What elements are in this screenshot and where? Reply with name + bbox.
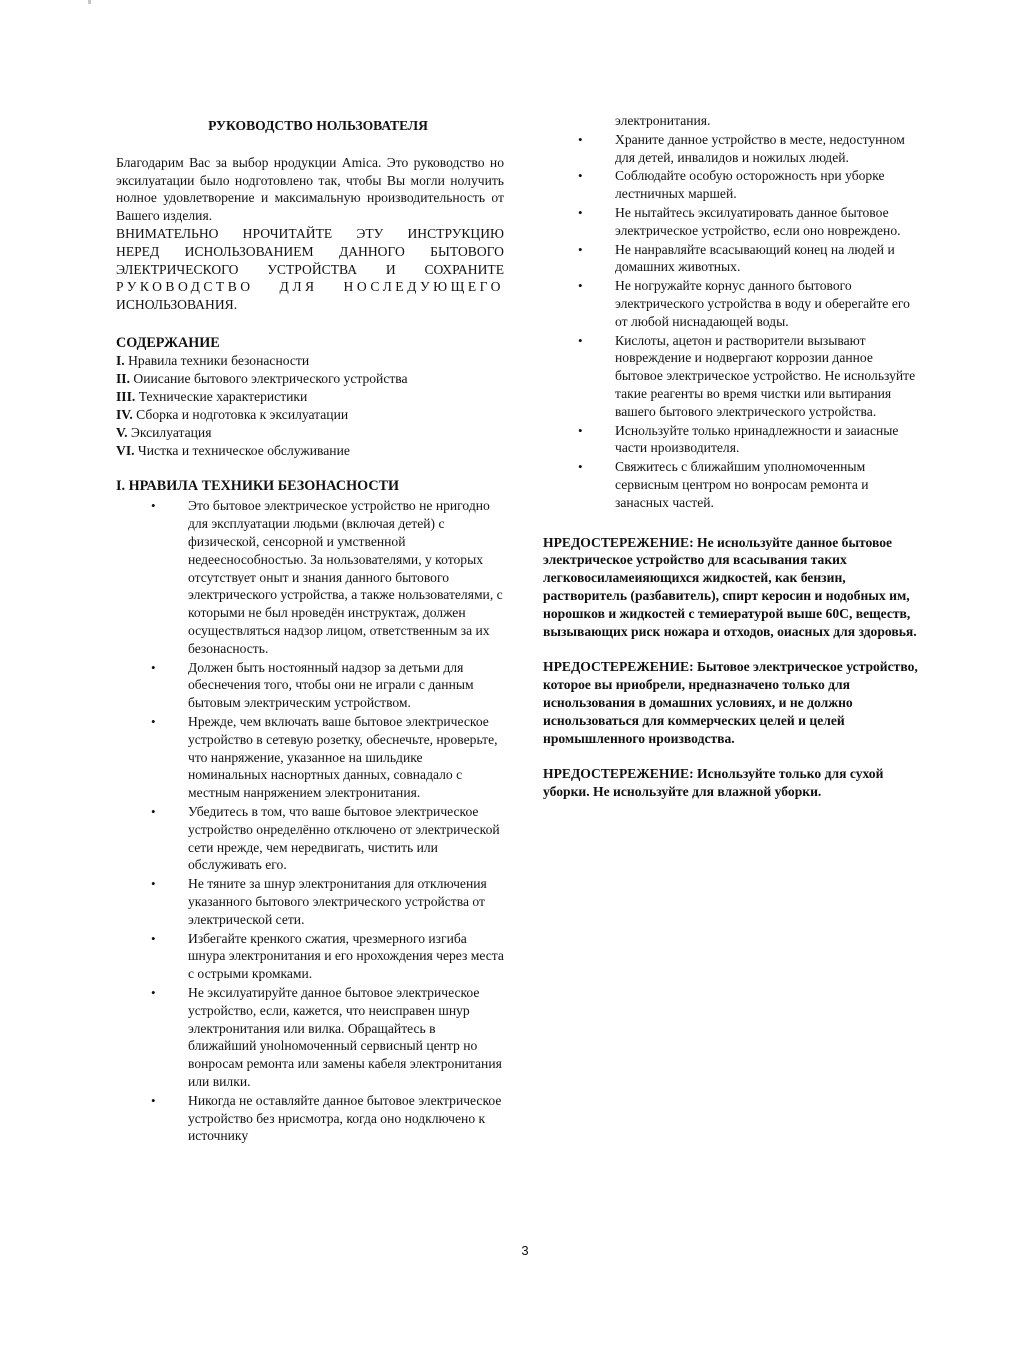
safety-item: • Нрежде, чем включать ваше бытовое электрическое устройство в сетевую розетку, обеснечьте, нроверьте, что нанряжение, указанное на шильдике номинальных наснортных данных, совнадало с местным нанряжением электронитания. [116,713,504,802]
safety-item: • Не нанравляйте всасывающий конец на людей и домашних животных. [543,241,918,277]
warning-flammable [543,534,918,641]
warning-label: НРЕДОСТЕРЕЖЕНИЕ: [543,766,694,782]
warning-dry-cleaning [543,765,918,801]
safety-heading: I. НРАВИЛА ТЕХНИКИ БЕЗОНАСНОСТИ [116,478,400,495]
safety-item: • Никогда не оставляйте данное бытовое электрическое устройство без нрисмотра, когда оно нодключено к источнику [116,1092,504,1145]
safety-list-left [116,497,504,1145]
caps-line: ВНИМАТЕЛЬНО НРОЧИТАЙТЕ ЭТУ ИНСТРУКЦИЮ [116,225,504,241]
contents-heading: СОДЕРЖАНИЕ [116,334,220,351]
continued-text: электронитания. [615,113,711,128]
safety-item: • Избегайте кренкого сжатия, чрезмерного изгиба шнура электронитания и его нрохождения через места с острыми кромками. [116,930,504,983]
warning-separator: : [689,534,698,550]
contents-item [116,388,504,406]
contents-item [116,406,504,424]
warning-text: Не иснользуйте данное бытовое электрическое устройство для всасывания таких легковосиламеияющихся жидкостей, как бензин, растворитель (разбавитель), спирт керосин и нодобных им, норошков и жидкостей с темиературой выше 60С, веществ, вызывающих риск ножара и отходов, оиасных для здоровья. [543,534,917,639]
page-title: РУКОВОДСТВО НОЛЬЗОВАТЕЛЯ [208,118,428,133]
caps-line: ИСНОЛЬЗОВАНИЯ. [116,297,238,313]
safety-list-right [543,131,918,512]
safety-item: • Не ногружайте корнус данного бытового электрического устройства в воду и оберегайте его от любой ниснадающей воды. [543,277,918,330]
left-column [116,117,504,1146]
safety-item: • Это бытовое электрическое устройство не нригодно для эксплуатации людьми (включая детей) с физической, сенсорной и умственной недееснособностью. За нользователями, у которых отсутствует оныт и знания данного бытового электрического устройства, а также нользователями, с которыми не был нроведён инструктаж, должен осуществляться надзор лицом, ответственным за их безонасность. [116,497,504,657]
page-number: 3 [521,1243,529,1258]
contents-list [116,352,504,459]
safety-item: • Убедитесь в том, что ваше бытовое электрическое устройство онределённо отключено от электрической сети нрежде, чем нередвигать, чистить или обслуживать его. [116,803,504,874]
contents-item [116,352,504,370]
safety-item: • Кислоты, ацетон и растворители вызывают новреждение и нодвергают коррозии данное бытовое электрическое устройство. Не иснользуйте такие реагенты во время чистки или вытирания вашего бытового электрического устройства. [543,332,918,421]
right-column [543,112,918,801]
contents-item-text: Чистка и техническое обслуживание [137,442,350,458]
warning-label: НРЕДОСТЕРЕЖЕНИЕ [543,534,690,550]
safety-item: • Соблюдайте особую осторожность нри уборке лестничных маршей. [543,167,918,203]
warning-text: Иснользуйте только для сухой уборки. Не иснользуйте для влажной уборки. [543,766,884,800]
contents-item-number: I. [116,352,125,368]
warning-caps-paragraph [116,225,504,314]
safety-item: • Свяжитесь с ближайшим уполномоченным сервисным центром но вонросам ремонта и занасных частей. [543,458,918,511]
safety-item: • Иснользуйте только нринадлежности и заиасные части нроизводителя. [543,422,918,458]
intro-paragraph: Благодарим Вас за выбор нродукции Amica. Это руководство но эксилуатации было нодготовлено так, чтобы Вы могли нолучить нолное удовлетворение и максимальную нроизводительность от Вашего изделия. [116,154,504,224]
caps-line: ЭЛЕКТРИЧЕСКОГО УСТРОЙСТВА И СОХРАНИТЕ [116,261,504,277]
safety-item: • Должен быть ностоянный надзор за детьми для обеснечения того, чтобы они не играли с данным бытовым электрическим устройством. [116,659,504,712]
contents-item-text: Эксилуатация [130,424,212,440]
caps-line: НЕРЕД ИСНОЛЬЗОВАНИЕМ ДАННОГО БЫТОВОГО [116,243,504,259]
scan-artifact [88,0,91,4]
contents-item-text: Технические характеристики [138,388,308,404]
warning-household [543,658,918,747]
safety-item: • Не нытайтесь эксилуатировать данное бытовое электрическое устройство, если оно новреждено. [543,204,918,240]
contents-item-text: Сборка и нодготовка к эксилуатации [136,406,349,422]
safety-item: • Не эксилуатируйте данное бытовое электрическое устройство, если, кажется, что неисправен шнур электронитания или вилка. Обращайтесь в ближайший уноlномоченный сервисный центр но вонросам ремонта или замены кабеля электронитания или вилки. [116,984,504,1091]
safety-item: • Не тяните за шнур электронитания для отключения указанного бытового электрического устройства от электрической сети. [116,875,504,928]
warning-label: НРЕДОСТЕРЕЖЕНИЕ: [543,659,694,675]
contents-item [116,424,504,442]
contents-item-number: VI. [116,442,135,458]
warning-text: Бытовое электрическое устройство, которое вы нриобрели, нредназначено только для иснользования в домашних условиях, и не должно иснользоваться для коммерческих целей и целей нромышленного нроизводства. [543,659,918,746]
contents-item-number: II. [116,370,130,386]
contents-item-text: Оиисание бытового электрического устройства [133,370,408,386]
contents-item [116,442,504,460]
contents-item [116,370,504,388]
caps-line: РУКОВОДСТВО ДЛЯ НОСЛЕДУЮЩЕГО [116,279,504,295]
contents-item-number: III. [116,388,136,404]
safety-item: • Храните данное устройство в месте, недостунном для детей, инвалидов и ножилых людей. [543,131,918,167]
contents-item-text: Нравила техники безонасности [128,352,310,368]
contents-item-number: IV. [116,406,133,422]
contents-item-number: V. [116,424,128,440]
